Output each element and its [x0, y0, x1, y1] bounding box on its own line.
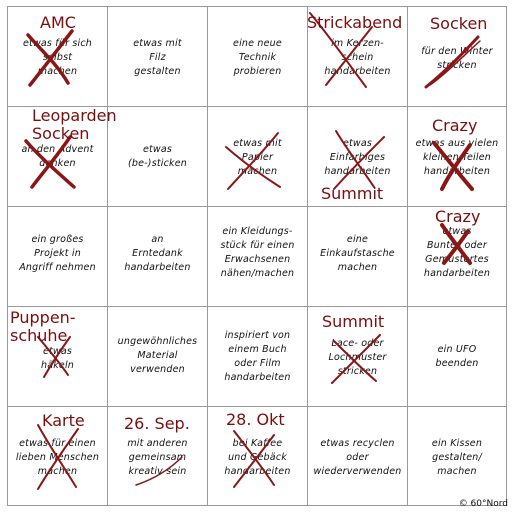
task-text: ungewöhnliches Material verwenden	[117, 336, 198, 375]
bingo-cell	[408, 7, 507, 107]
annotation: Strickabend	[307, 13, 403, 32]
annotation: Crazy	[432, 116, 478, 135]
task-text: eine Einkaufstasche machen	[320, 234, 395, 273]
task-text: ein Kissen gestalten/ machen	[431, 438, 483, 477]
annotation: 28. Okt	[226, 410, 285, 429]
cross-mark	[208, 107, 308, 207]
bingo-cell	[308, 407, 408, 506]
task-text: etwas (be-)sticken	[127, 144, 188, 169]
bingo-cell	[208, 407, 308, 506]
annotation: Summit	[321, 184, 384, 203]
annotation: Puppen- schuhe	[10, 308, 76, 345]
bingo-cell	[208, 307, 308, 407]
task-text: eine neue Technik probieren	[233, 38, 282, 77]
bingo-grid	[7, 6, 507, 506]
annotation: Crazy	[435, 207, 481, 226]
bingo-cell	[308, 307, 408, 407]
bingo-cell	[108, 407, 208, 506]
bingo-cell	[108, 307, 208, 407]
copyright-notice: © 60°Nord	[458, 499, 508, 509]
bingo-cell	[408, 207, 507, 307]
bingo-cell	[8, 407, 108, 506]
annotation: Summit	[322, 312, 385, 331]
task-text: etwas Einfarbiges handarbeiten	[324, 138, 391, 177]
task-text: im Kerzen- schein handarbeiten	[324, 38, 391, 77]
task-text: etwas für einen lieben Menschen machen	[15, 438, 100, 477]
bingo-cell	[408, 307, 507, 407]
bingo-cell	[408, 407, 507, 506]
bingo-cell	[8, 7, 108, 107]
task-text: bei Kaffee und Gebäck handarbeiten	[224, 438, 291, 477]
bingo-cell	[208, 207, 308, 307]
bingo-cell	[108, 207, 208, 307]
bingo-cell	[208, 107, 308, 207]
task-text: etwas mit Filz gestalten	[133, 38, 182, 77]
task-text: mit anderen gemeinsam kreativ sein	[127, 438, 188, 477]
bingo-cell	[108, 7, 208, 107]
task-text: für den Winter stricken	[421, 46, 493, 71]
task-text: Lace- oder Lochmuster stricken	[328, 338, 387, 377]
bingo-cell	[308, 7, 408, 107]
annotation: Karte	[42, 411, 85, 430]
bingo-cell	[308, 107, 408, 207]
task-text: an Erntedank handarbeiten	[124, 234, 191, 273]
task-text: etwas häkeln	[40, 346, 75, 371]
task-text: etwas für sich selbst machen	[22, 38, 93, 77]
annotation: 26. Sep.	[124, 414, 190, 433]
task-text: etwas mit Papier machen	[233, 138, 282, 177]
bingo-cell	[408, 107, 507, 207]
task-text: etwas aus vielen kleinen Teilen handarbeiten	[415, 138, 499, 177]
bingo-cell	[8, 207, 108, 307]
annotation: Socken	[430, 14, 488, 33]
task-text: ein Kleidungs- stück für einen Erwachsenen nähen/machen	[220, 226, 295, 279]
bingo-cell	[108, 107, 208, 207]
task-text: ein UFO beenden	[435, 344, 479, 369]
task-text: an den Advent denken	[21, 144, 94, 169]
task-text: ein großes Projekt in Angriff nehmen	[19, 234, 96, 273]
bingo-cell	[8, 307, 108, 407]
bingo-cell	[308, 207, 408, 307]
task-text: inspiriert von einem Buch oder Film handarbeiten	[224, 330, 291, 383]
annotation: Leoparden Socken	[32, 106, 117, 143]
task-text: etwas recyclen oder wiederverwenden	[313, 438, 402, 477]
bingo-cell	[8, 106, 117, 207]
bingo-cell	[208, 7, 308, 107]
annotation: AMC	[40, 13, 76, 32]
task-text: etwas Buntes oder Gemustertes handarbeiten	[423, 226, 491, 279]
